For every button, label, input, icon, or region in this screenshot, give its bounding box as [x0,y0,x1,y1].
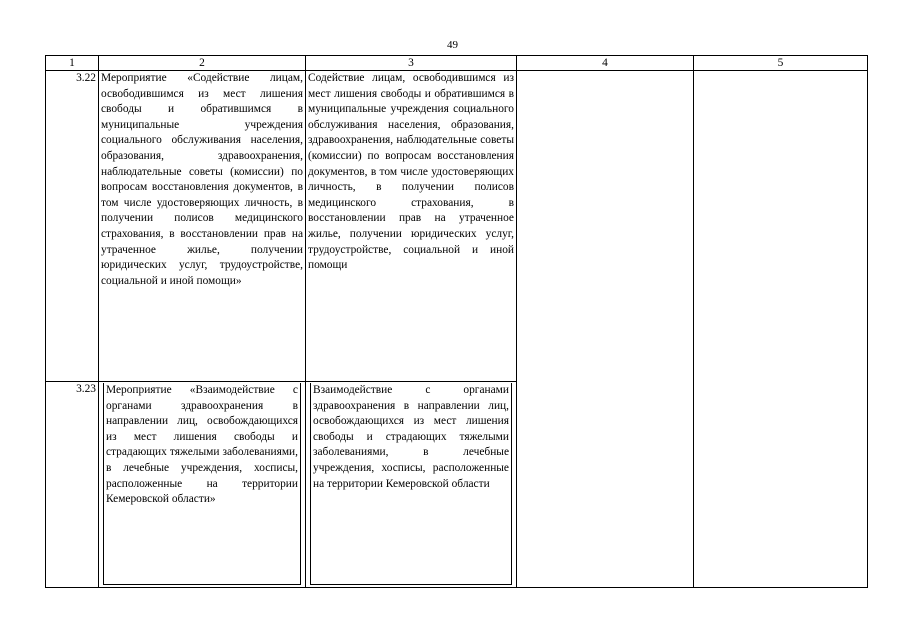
table-row [46,71,868,382]
measure-title-box [103,383,301,585]
measure-title-cell [99,382,306,588]
row-number: 3.22 [46,71,99,382]
col5-cell [694,71,868,588]
row-number: 3.23 [46,382,99,588]
measure-description-cell [306,382,517,588]
measure-description: Содействие лицам, освободившимся из мест лишения свободы и обратившимся в муниципальные учреждения социального обслуживания населения, образования, здравоохранения, наблюдательные советы (комиссии) по вопросам восстановления документов, в том числе удостоверяющих личность, в получении полисов медицинского страхования, в восстановлении прав на утраченное жилье, получении юридических услуг, трудоустройстве, социальной и иной помощи [308,72,514,272]
measure-description-cell [306,71,517,382]
header-col-3: 3 [306,56,517,71]
measure-title: Мероприятие «Взаимодействие с органами здравоохранения в направлении лиц, освобождающихся из мест лишения свободы и страдающих тяжелыми заболеваниями, в лечебные учреждения, хосписы, расположенные на территории Кемеровской области» [106,384,298,506]
col4-cell [517,71,694,588]
measure-title: Мероприятие «Содействие лицам, освободившимся из мест лишения свободы и обратившимся в муниципальные учреждения социального обслуживания населения, образования, здравоохранения, наблюдательные советы (комиссии) по вопросам восстановления документов, в том числе удостоверяющих личность, в получении полисов медицинского страхования, в восстановлении прав на утраченное жилье, получении юридических услуг, трудоустройстве, социальной и иной помощи» [101,72,303,287]
page-number: 49 [447,39,458,51]
measure-title-cell [99,71,306,382]
header-col-1: 1 [46,56,99,71]
header-col-2: 2 [99,56,306,71]
measure-description: Взаимодействие с органами здравоохранения в направлении лиц, освобождающихся из мест лишения свободы и страдающих тяжелыми заболеваниями, в лечебные учреждения, хосписы, расположенные на территории Кемеровской области [313,384,509,490]
header-row [46,56,868,71]
header-col-5: 5 [694,56,868,71]
header-col-4: 4 [517,56,694,71]
measure-description-box [310,383,512,585]
measures-table [45,55,868,588]
